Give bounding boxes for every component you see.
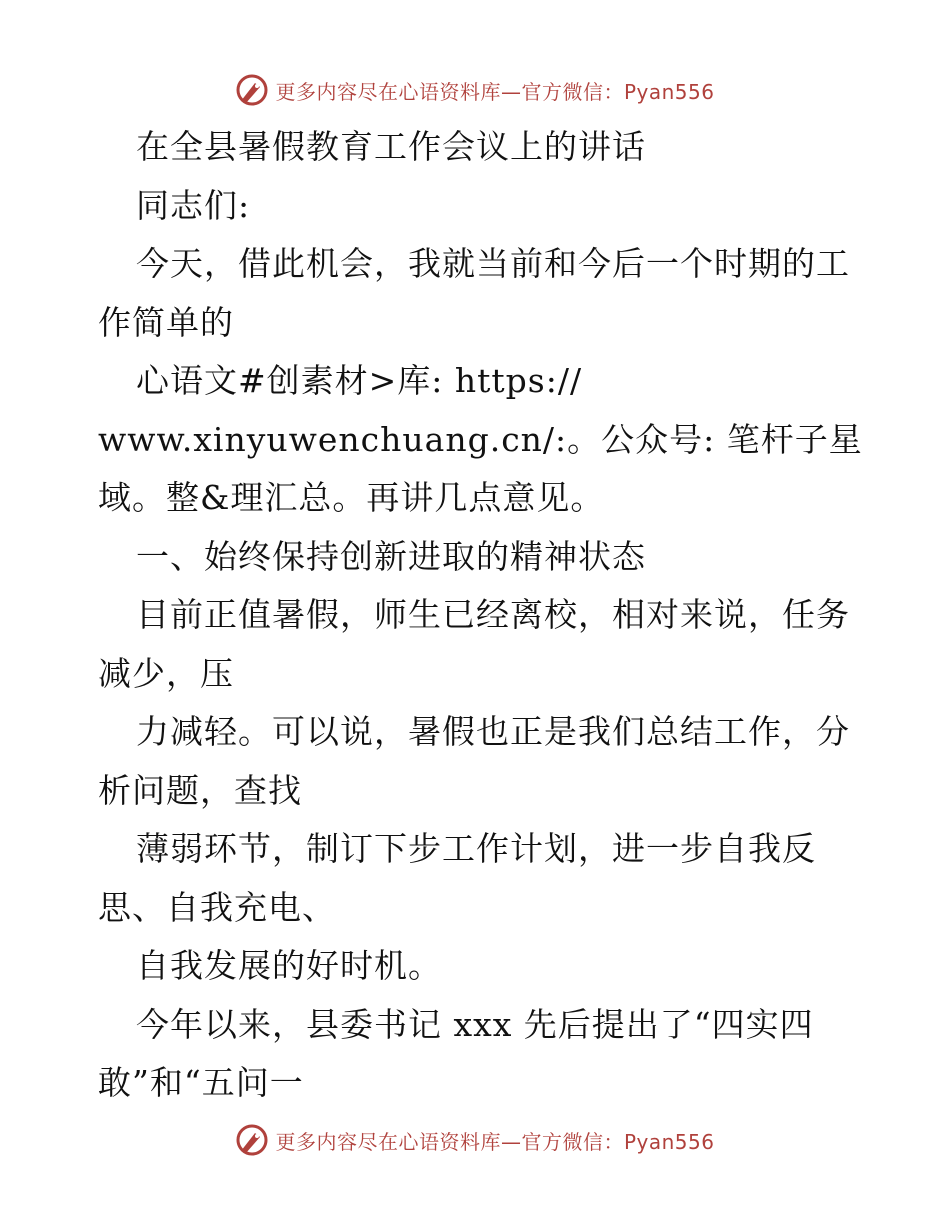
paragraph-line: 薄弱环节，制订下步工作计划，进一步自我反 — [136, 829, 816, 868]
paragraph-line: 减少，压 — [98, 653, 234, 693]
section-heading: 一、始终保持创新进取的精神状态 — [136, 536, 646, 576]
paragraph-line: 敢”和“五问一 — [98, 1063, 304, 1102]
document-body — [98, 118, 863, 1113]
paragraph-line: 今天，借此机会，我就当前和今后一个时期的工 — [136, 244, 850, 283]
pen-nib-circle-icon — [235, 1123, 269, 1157]
salutation: 同志们: — [136, 185, 251, 225]
banner-text: 更多内容尽在心语资料库—官方微信：Pyan556 — [275, 1129, 715, 1154]
doc-title: 在全县暑假教育工作会议上的讲话 — [136, 127, 646, 166]
paragraph-line: 力减轻。可以说，暑假也正是我们总结工作，分 — [136, 712, 850, 751]
paragraph-line: 自我发展的好时机。 — [136, 946, 442, 985]
paragraph-line: 思、自我充电、 — [98, 887, 336, 927]
banner-text: 更多内容尽在心语资料库—官方微信：Pyan556 — [275, 79, 715, 104]
pen-nib-circle-icon — [235, 73, 269, 107]
paragraph-line: 析问题，查找 — [98, 770, 302, 810]
paragraph-line: 域。整&理汇总。再讲几点意见。 — [98, 478, 605, 517]
header-banner — [0, 70, 950, 110]
footer-banner — [0, 1120, 950, 1160]
paragraph-line: 目前正值暑假，师生已经离校，相对来说，任务 — [136, 595, 850, 634]
paragraph-line: 心语文#创素材>库: https:// — [136, 361, 583, 400]
paragraph-line: 今年以来，县委书记 xxx 先后提出了“四实四 — [136, 1004, 814, 1044]
paragraph-line: www.xinyuwenchuang.cn/:。公众号: 笔杆子星 — [98, 419, 863, 459]
paragraph-line: 作简单的 — [98, 302, 234, 342]
